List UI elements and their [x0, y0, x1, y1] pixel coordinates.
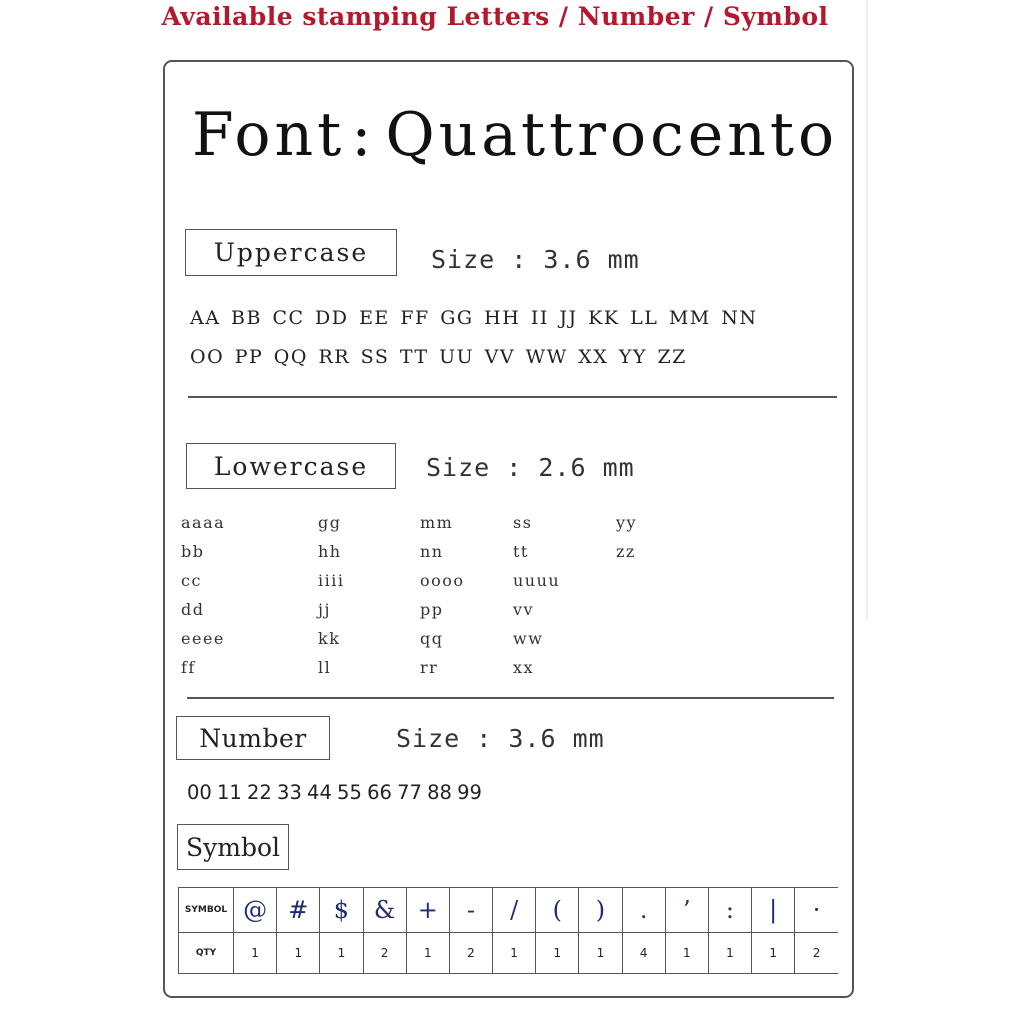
- symbol-cell: -: [449, 888, 492, 933]
- quantity-row-header: QTY: [179, 933, 234, 974]
- symbol-row: [179, 888, 839, 933]
- lowercase-column-3: [420, 508, 465, 682]
- lowercase-item: gg: [318, 513, 342, 532]
- lowercase-column-1: [181, 508, 225, 682]
- edge-divider: [866, 0, 868, 620]
- number-label: Number: [199, 723, 307, 753]
- symbol-cell: ’: [665, 888, 708, 933]
- quantity-cell: 2: [363, 933, 406, 974]
- symbol-cell: (: [536, 888, 579, 933]
- lowercase-item: bb: [181, 542, 205, 561]
- lowercase-item: tt: [513, 542, 529, 561]
- lowercase-size: Size : 2.6 mm: [426, 453, 635, 482]
- quantity-row: [179, 933, 839, 974]
- quantity-cell: 2: [449, 933, 492, 974]
- number-values: 00 11 22 33 44 55 66 77 88 99: [187, 781, 482, 804]
- lowercase-item: ff: [181, 658, 196, 677]
- symbol-cell: .: [622, 888, 665, 933]
- lowercase-label: Lowercase: [213, 451, 369, 481]
- font-colon: :: [351, 100, 376, 170]
- number-size: Size : 3.6 mm: [396, 724, 605, 753]
- lowercase-item: dd: [181, 600, 205, 619]
- symbol-label: Symbol: [185, 832, 280, 862]
- lowercase-item: uuuu: [513, 571, 561, 590]
- lowercase-column-2: [318, 508, 344, 682]
- lowercase-item: iiii: [318, 571, 345, 590]
- quantity-cell: 1: [665, 933, 708, 974]
- lowercase-item: jj: [318, 600, 331, 619]
- uppercase-row-2: OO PP QQ RR SS TT UU VV WW XX YY ZZ: [190, 346, 687, 368]
- symbol-cell: ): [579, 888, 622, 933]
- symbol-cell: :: [708, 888, 751, 933]
- symbol-cell: +: [406, 888, 449, 933]
- lowercase-item: rr: [420, 658, 439, 677]
- font-label: Font: [192, 100, 346, 170]
- page-header-title: Available stamping Letters / Number / Symbol: [161, 2, 829, 31]
- lowercase-item: pp: [420, 600, 444, 619]
- uppercase-row-1: AA BB CC DD EE FF GG HH II JJ KK LL MM NN: [190, 307, 758, 329]
- quantity-cell: 1: [708, 933, 751, 974]
- quantity-cell: 1: [536, 933, 579, 974]
- font-title: [192, 100, 838, 170]
- lowercase-item: vv: [513, 600, 535, 619]
- symbol-row-header: SYMBOL: [179, 888, 234, 933]
- symbol-cell: @: [234, 888, 277, 933]
- symbol-cell: #: [277, 888, 320, 933]
- lowercase-column-4: [513, 508, 560, 682]
- lowercase-label-box: [186, 443, 396, 489]
- quantity-cell: 1: [234, 933, 277, 974]
- lowercase-item: ww: [513, 629, 544, 648]
- quantity-cell: 1: [579, 933, 622, 974]
- lowercase-column-5: [616, 508, 637, 566]
- lowercase-item: qq: [420, 629, 444, 648]
- lowercase-item: xx: [513, 658, 535, 677]
- quantity-cell: 1: [493, 933, 536, 974]
- lowercase-item: zz: [616, 542, 636, 561]
- lowercase-item: eeee: [181, 629, 225, 648]
- symbol-cell: ·: [795, 888, 838, 933]
- quantity-cell: 2: [795, 933, 838, 974]
- section-divider: [188, 396, 837, 398]
- font-name: Quattrocento: [385, 100, 839, 170]
- quantity-cell: 1: [406, 933, 449, 974]
- symbol-label-box: [177, 824, 289, 870]
- uppercase-label-box: [185, 229, 397, 276]
- lowercase-item: kk: [318, 629, 341, 648]
- quantity-cell: 4: [622, 933, 665, 974]
- quantity-cell: 1: [320, 933, 363, 974]
- quantity-cell: 1: [277, 933, 320, 974]
- lowercase-item: oooo: [420, 571, 465, 590]
- symbol-cell: |: [752, 888, 795, 933]
- lowercase-item: ll: [318, 658, 332, 677]
- section-divider: [187, 697, 834, 699]
- uppercase-label: Uppercase: [213, 238, 369, 267]
- lowercase-item: cc: [181, 571, 202, 590]
- lowercase-item: yy: [616, 513, 638, 532]
- symbol-cell: &: [363, 888, 406, 933]
- lowercase-item: ss: [513, 513, 533, 532]
- lowercase-item: nn: [420, 542, 444, 561]
- symbol-cell: /: [493, 888, 536, 933]
- quantity-cell: 1: [752, 933, 795, 974]
- lowercase-item: aaaa: [181, 513, 226, 532]
- symbol-table: [178, 887, 838, 974]
- symbol-cell: $: [320, 888, 363, 933]
- lowercase-item: hh: [318, 542, 342, 561]
- lowercase-item: mm: [420, 513, 454, 532]
- number-label-box: [176, 716, 330, 760]
- uppercase-size: Size : 3.6 mm: [431, 245, 640, 274]
